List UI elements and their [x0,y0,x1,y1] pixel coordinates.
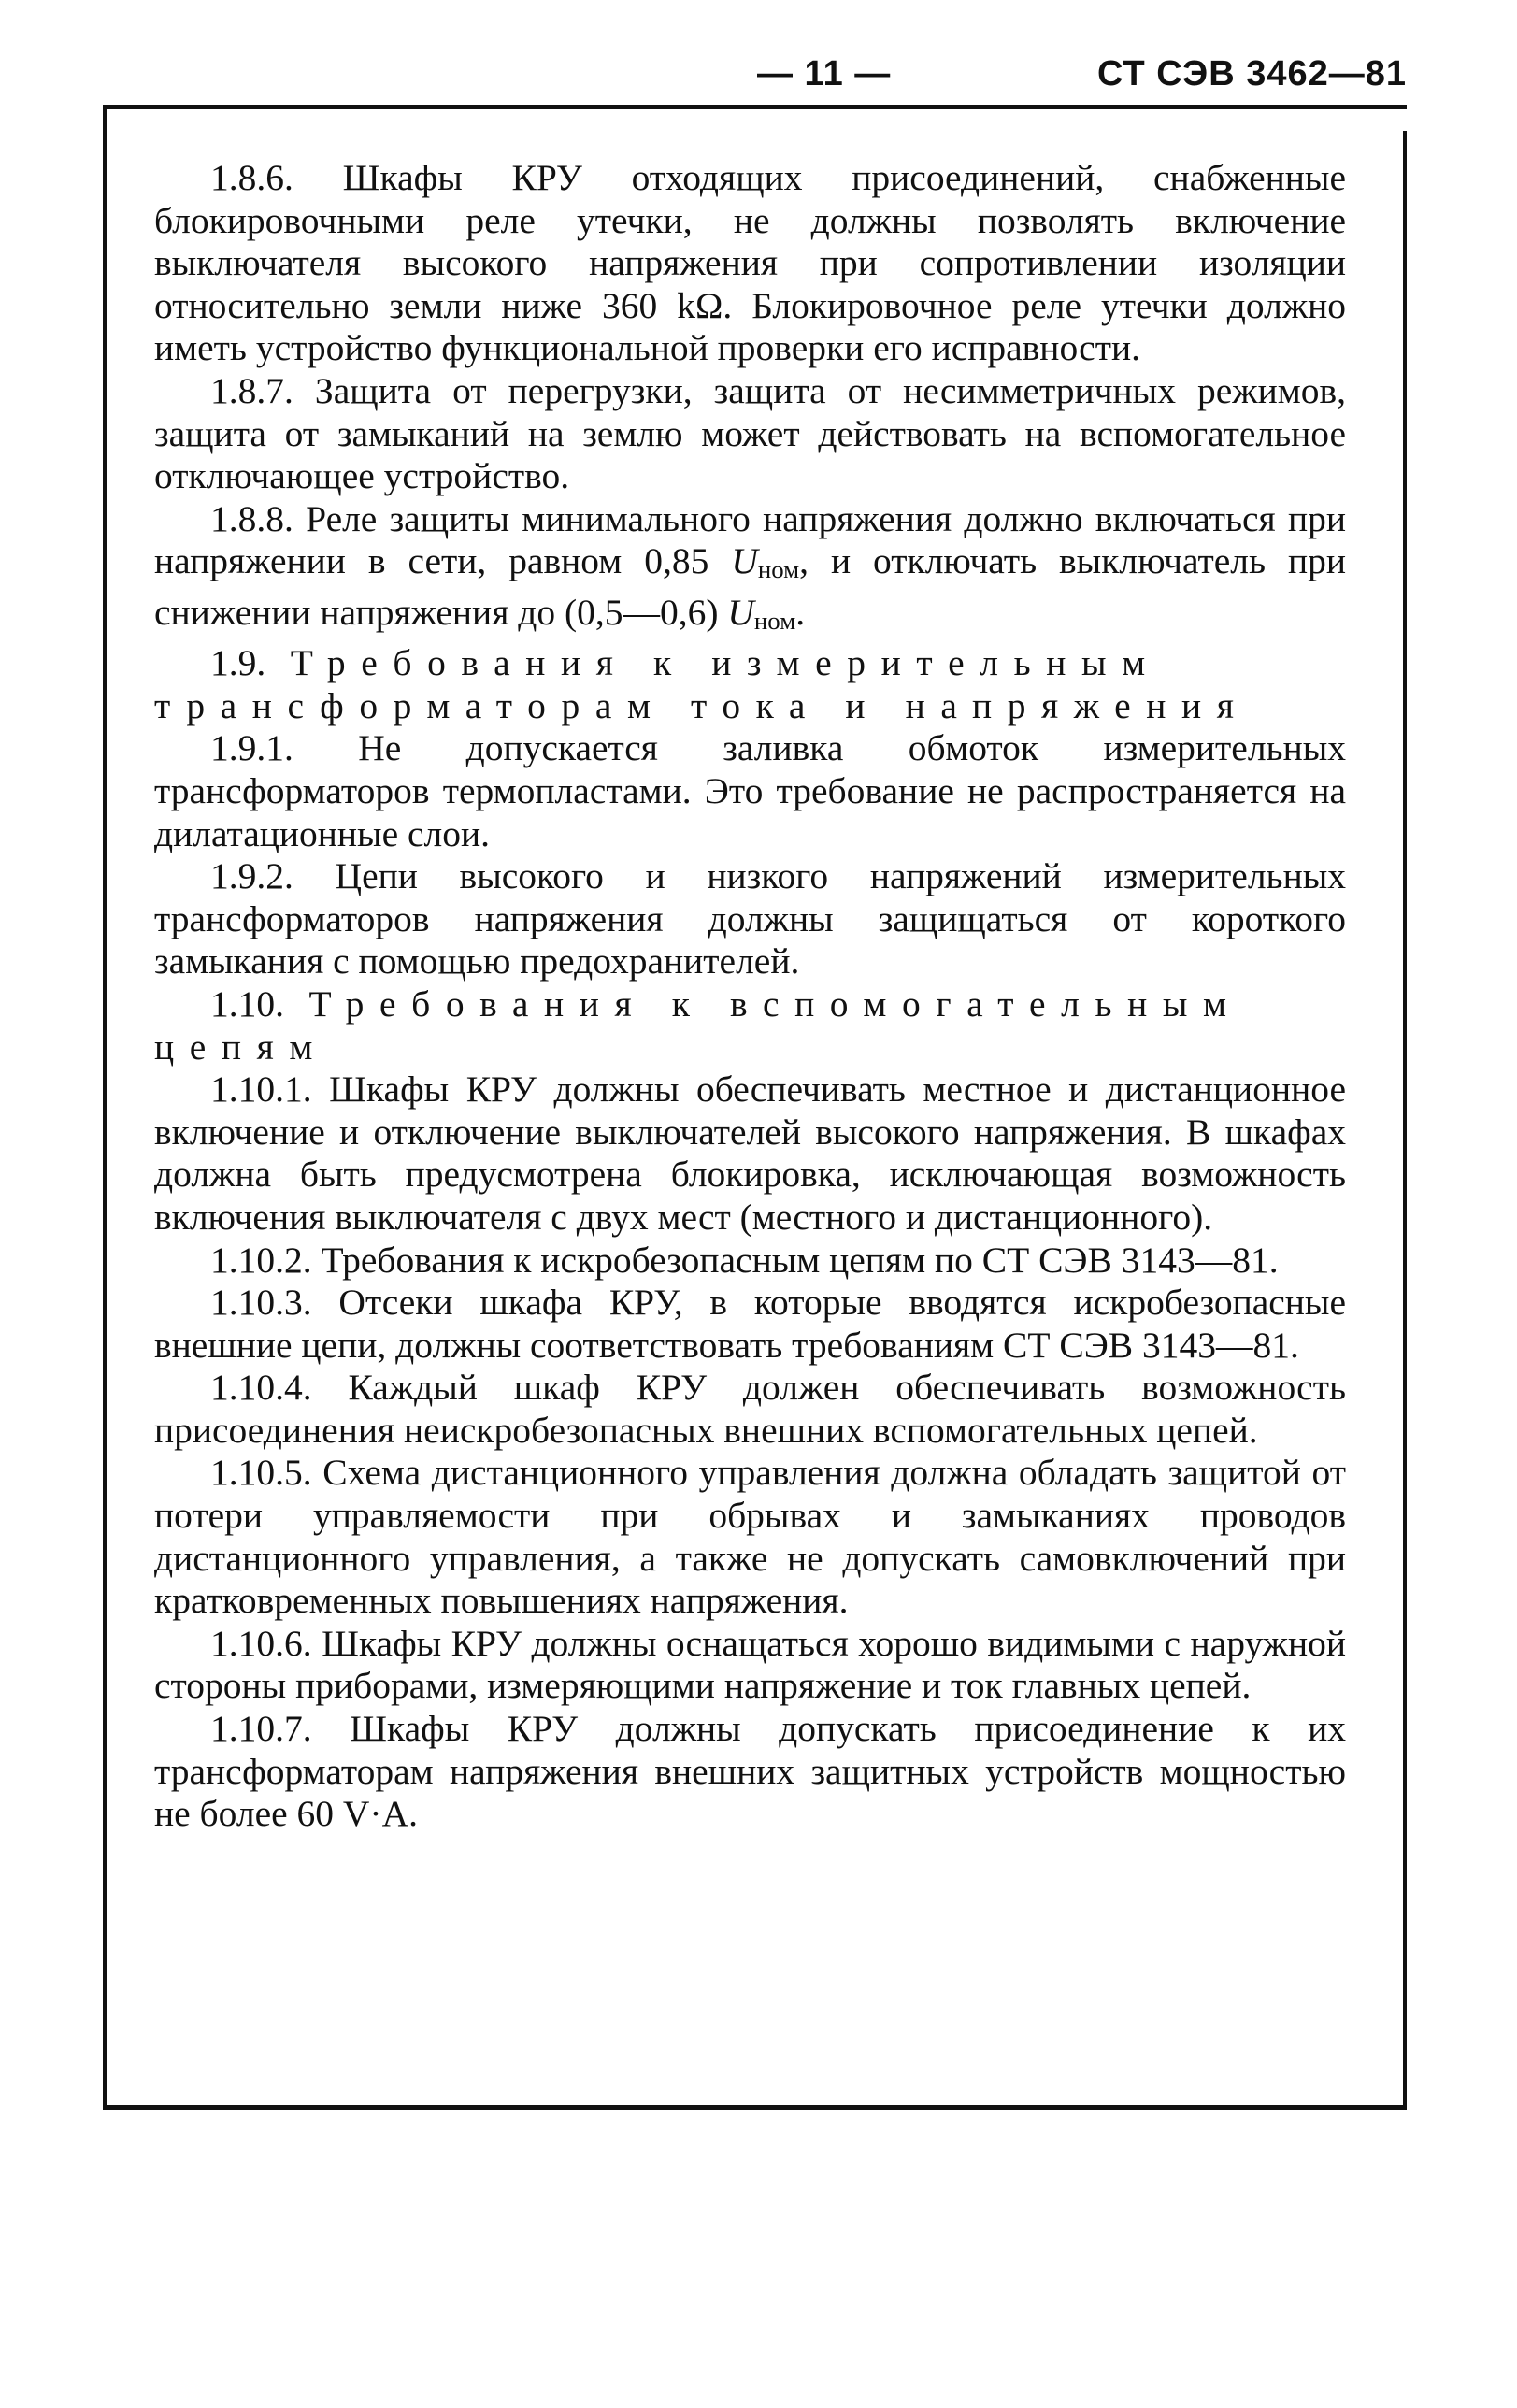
section-heading-1-10 [154,983,1346,1068]
paragraph-1-10-3: 1.10.3. Отсеки шкафа КРУ, в которые вводятся искробезопасные внешние цепи, должны соответствовать требованиям СТ СЭВ 3143—81. [154,1282,1346,1366]
standard-code: СТ СЭВ 3462—81 [1096,54,1407,93]
frame-right-rule [1403,131,1407,2105]
frame-bottom-rule [103,2105,1407,2110]
voltage-symbol: U [731,540,758,582]
paragraph-1-10-7: 1.10.7. Шкафы КРУ должны допускать присоединение к их трансформаторам напряжения внешних защитных устройств мощностью не более 60 V·A. [154,1708,1346,1835]
section-number-1-9: 1.9. [210,642,266,684]
paragraph-1-10-1: 1.10.1. Шкафы КРУ должны обеспечивать местное и дистанционное включение и отключение выключателей высокого напряжения. В шкафах должна быть предусмотрена блокировка, исключающая возможность включения выключателя с двух мест (местного и дистанционного). [154,1068,1346,1238]
section-title-1-9: Требования к измерительным трансформаторам тока и напряжения [154,642,1250,726]
paragraph-1-10-6: 1.10.6. Шкафы КРУ должны оснащаться хорошо видимыми с наружной стороны приборами, измеряющими напряжение и ток главных цепей. [154,1622,1346,1707]
p188-text-1: 1.8.8. Реле защиты минимального напряжения должно включаться при напряжении в сети, равном 0,85 [154,497,1346,582]
page-header [103,54,1407,101]
p188-text-2: , и отключать выключатель при снижении напряжения до (0,5—0,6) [154,540,1346,633]
section-heading-1-9 [154,642,1346,727]
paragraph-1-9-1: 1.9.1. Не допускается заливка обмоток измерительных трансформаторов термопластами. Это требование не распространяется на дилатационные слои. [154,727,1346,854]
voltage-subscript-2: ном [753,606,796,635]
paragraph-1-9-2: 1.9.2. Цепи высокого и низкого напряжений измерительных трансформаторов напряжения должны защищаться от короткого замыкания с помощью предохранителей. [154,855,1346,982]
section-title-1-10: Требования к вспомогательным цепям [154,982,1242,1068]
frame-top-rule [103,105,1407,109]
voltage-subscript: ном [757,555,800,584]
frame-left-rule [103,109,107,2105]
paragraph-1-10-5: 1.10.5. Схема дистанционного управления должна обладать защитой от потери управляемости при обрывах и замыканиях проводов дистанционного управления, а также не допускать самовключений при кратковременных повышениях напряжения. [154,1452,1346,1622]
document-body [154,157,1346,1836]
paragraph-1-8-8 [154,498,1346,642]
page-number: — 11 — [757,54,892,93]
voltage-symbol-2: U [727,591,754,633]
paragraph-1-8-7: 1.8.7. Защита от перегрузки, защита от несимметричных режимов, защита от замыканий на землю может действовать на вспомогательное отключающее устройство. [154,369,1346,497]
paragraph-1-10-2: 1.10.2. Требования к искробезопасным цепям по СТ СЭВ 3143—81. [210,1239,1279,1281]
section-number-1-10: 1.10. [210,982,284,1025]
paragraph-1-10-4: 1.10.4. Каждый шкаф КРУ должен обеспечивать возможность присоединения неискробезопасных внешних вспомогательных цепей. [154,1367,1346,1451]
p188-text-3: . [795,591,806,633]
paragraph-1-8-6: 1.8.6. Шкафы КРУ отходящих присоединений, снабженные блокировочными реле утечки, не должны позволять включение выключателя высокого напряжения при сопротивлении изоляции относительно земли ниже 360 kΩ. Блокировочное реле утечки должно иметь устройство функциональной проверки его исправности. [154,157,1346,369]
